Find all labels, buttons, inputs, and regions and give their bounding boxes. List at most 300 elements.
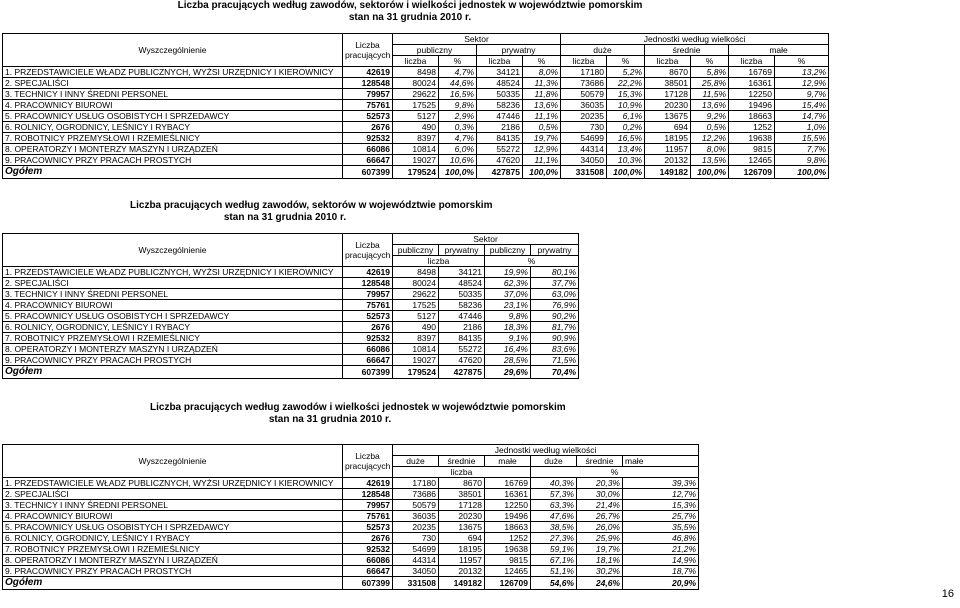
cell-percent: 23,1% xyxy=(485,300,531,311)
cell-liczba-pracujacych: 128548 xyxy=(343,278,393,289)
t3-header-col: duże xyxy=(531,456,577,467)
cell-value: 17180 xyxy=(561,67,607,78)
cell-percent: 22,2% xyxy=(607,78,645,89)
cell-value: 1252 xyxy=(729,122,775,133)
t2-header-sektor: Sektor xyxy=(393,234,579,245)
table-row xyxy=(3,278,579,289)
cell-percent: 19,7% xyxy=(523,133,561,144)
t1-header-liczba-pracujacych xyxy=(343,34,393,67)
cell-percent: 20,9% xyxy=(623,577,699,590)
cell-value: 48524 xyxy=(439,278,485,289)
cell-value: 16769 xyxy=(729,67,775,78)
t1-header-publiczny: publiczny xyxy=(393,45,477,56)
cell-percent: 0,3% xyxy=(439,122,477,133)
cell-percent: 9,7% xyxy=(775,89,829,100)
cell-percent: 100,0% xyxy=(523,166,561,179)
row-label: 3. TECHNICY I INNY ŚREDNI PERSONEL xyxy=(3,500,343,511)
table3-title-line1: Liczba pracujących według zawodów i wielkości jednostek w województwie pomorskim xyxy=(150,402,566,413)
cell-percent: 70,4% xyxy=(531,366,579,379)
cell-percent: 19,9% xyxy=(485,267,531,278)
table-row xyxy=(3,133,829,144)
cell-value: 2186 xyxy=(477,122,523,133)
cell-liczba-pracujacych: 2676 xyxy=(343,533,393,544)
cell-value: 10814 xyxy=(393,344,439,355)
cell-percent: 57,3% xyxy=(531,489,577,500)
cell-percent: 47,6% xyxy=(531,511,577,522)
cell-percent: 30,0% xyxy=(577,489,623,500)
row-label: 1. PRZEDSTAWICIELE WŁADZ PUBLICZNYCH, WYŻSI URZĘDNICY I KIEROWNICY xyxy=(3,67,343,78)
cell-percent: 9,8% xyxy=(439,100,477,111)
cell-value: 17525 xyxy=(393,100,439,111)
row-label: 5. PRACOWNICY USŁUG OSOBISTYCH I SPRZEDAWCY xyxy=(3,522,343,533)
row-label: 4. PRACOWNICY BIUROWI xyxy=(3,300,343,311)
row-label: 3. TECHNICY I INNY ŚREDNI PERSONEL xyxy=(3,289,343,300)
t3-header-col: małe xyxy=(623,456,699,467)
t2-header-col: publiczny xyxy=(393,245,439,256)
cell-value: 34050 xyxy=(393,566,439,577)
row-label: 7. ROBOTNICY PRZEMYSŁOWI I RZEMIEŚLNICY xyxy=(3,133,343,144)
table2-title-line1: Liczba pracujących według zawodów, sektorów w województwie pomorskim xyxy=(130,200,493,211)
cell-liczba-pracujacych: 128548 xyxy=(343,78,393,89)
row-label: 7. ROBOTNICY PRZEMYSŁOWI I RZEMIEŚLNICY xyxy=(3,544,343,555)
table1-title-line1: Liczba pracujących według zawodów, sektorów i wielkości jednostek w województwie pomorskim xyxy=(177,0,643,11)
table1 xyxy=(2,33,829,179)
cell-percent: 40,3% xyxy=(531,478,577,489)
cell-percent: 39,3% xyxy=(623,478,699,489)
t1-sub-liczba: liczba xyxy=(561,56,607,67)
table-row xyxy=(3,478,699,489)
cell-value: 126709 xyxy=(729,166,775,179)
cell-percent: 44,6% xyxy=(439,78,477,89)
cell-percent: 9,2% xyxy=(691,111,729,122)
t1-header-wyszczegolnienie: Wyszczególnienie xyxy=(3,34,343,67)
cell-percent: 63,0% xyxy=(531,289,579,300)
cell-value: 20230 xyxy=(439,511,485,522)
cell-value: 84135 xyxy=(477,133,523,144)
cell-value: 55272 xyxy=(439,344,485,355)
cell-percent: 6,1% xyxy=(607,111,645,122)
table-row xyxy=(3,78,829,89)
cell-value: 427875 xyxy=(439,366,485,379)
cell-value: 8498 xyxy=(393,67,439,78)
cell-percent: 1,0% xyxy=(775,122,829,133)
cell-value: 19496 xyxy=(485,511,531,522)
cell-percent: 19,7% xyxy=(577,544,623,555)
t1-header-jednostki: Jednostki według wielkości xyxy=(561,34,829,45)
t3-header-col: średnie xyxy=(439,456,485,467)
cell-percent: 16,5% xyxy=(607,133,645,144)
cell-value: 54699 xyxy=(393,544,439,555)
row-label: 6. ROLNICY, OGRODNICY, LEŚNICY I RYBACY xyxy=(3,533,343,544)
cell-percent: 90,9% xyxy=(531,333,579,344)
cell-liczba-pracujacych: 42619 xyxy=(343,267,393,278)
cell-value: 50579 xyxy=(393,500,439,511)
cell-value: 19027 xyxy=(393,155,439,166)
cell-liczba-pracujacych: 66647 xyxy=(343,155,393,166)
cell-value: 730 xyxy=(393,533,439,544)
t2-body xyxy=(3,267,579,379)
cell-percent: 21,4% xyxy=(577,500,623,511)
table3 xyxy=(2,444,699,590)
cell-liczba-pracujacych: 79957 xyxy=(343,500,393,511)
cell-value: 331508 xyxy=(393,577,439,590)
cell-value: 13675 xyxy=(439,522,485,533)
cell-percent: 59,1% xyxy=(531,544,577,555)
cell-percent: 62,3% xyxy=(485,278,531,289)
cell-percent: 26,0% xyxy=(577,522,623,533)
cell-percent: 7,7% xyxy=(775,144,829,155)
cell-value: 36035 xyxy=(561,100,607,111)
cell-percent: 12,9% xyxy=(523,144,561,155)
row-label: 5. PRACOWNICY USŁUG OSOBISTYCH I SPRZEDAWCY xyxy=(3,111,343,122)
table-row xyxy=(3,511,699,522)
cell-percent: 10,3% xyxy=(607,155,645,166)
cell-value: 44314 xyxy=(561,144,607,155)
cell-percent: 18,3% xyxy=(485,322,531,333)
table-row xyxy=(3,267,579,278)
table1-title xyxy=(160,0,660,24)
cell-percent: 83,6% xyxy=(531,344,579,355)
cell-percent: 5,8% xyxy=(691,67,729,78)
cell-value: 331508 xyxy=(561,166,607,179)
cell-percent: 25,7% xyxy=(623,511,699,522)
cell-percent: 8,0% xyxy=(523,67,561,78)
t1-header-liczba: Liczba xyxy=(355,40,380,50)
t1-sub-pct: % xyxy=(523,56,561,67)
cell-percent: 15,3% xyxy=(607,89,645,100)
total-row xyxy=(3,577,699,590)
cell-value: 20132 xyxy=(439,566,485,577)
cell-liczba-pracujacych: 42619 xyxy=(343,67,393,78)
cell-value: 12465 xyxy=(485,566,531,577)
cell-value: 17180 xyxy=(393,478,439,489)
cell-percent: 46,8% xyxy=(623,533,699,544)
cell-percent: 8,0% xyxy=(691,144,729,155)
cell-percent: 37,7% xyxy=(531,278,579,289)
cell-value: 34121 xyxy=(439,267,485,278)
cell-percent: 71,5% xyxy=(531,355,579,366)
t2-sub-liczba: liczba xyxy=(393,256,485,267)
cell-liczba-pracujacych: 75761 xyxy=(343,100,393,111)
t2-header-col: prywatny xyxy=(531,245,579,256)
t2-header-col: publiczny xyxy=(485,245,531,256)
total-label: Ogółem xyxy=(3,577,343,590)
cell-value: 5127 xyxy=(393,111,439,122)
cell-value: 12250 xyxy=(729,89,775,100)
table-row xyxy=(3,155,829,166)
cell-percent: 0,2% xyxy=(607,122,645,133)
cell-percent: 11,5% xyxy=(691,89,729,100)
cell-percent: 16,5% xyxy=(439,89,477,100)
cell-value: 179524 xyxy=(393,366,439,379)
cell-value: 58236 xyxy=(439,300,485,311)
t1-sub-liczba: liczba xyxy=(729,56,775,67)
t1-sub-pct: % xyxy=(775,56,829,67)
t1-body xyxy=(3,67,829,179)
cell-liczba-pracujacych: 79957 xyxy=(343,89,393,100)
cell-liczba-pracujacych: 75761 xyxy=(343,511,393,522)
cell-value: 18195 xyxy=(645,133,691,144)
cell-value: 48524 xyxy=(477,78,523,89)
cell-value: 50579 xyxy=(561,89,607,100)
cell-liczba-pracujacych: 79957 xyxy=(343,289,393,300)
cell-value: 29622 xyxy=(393,289,439,300)
cell-liczba-pracujacych: 92532 xyxy=(343,133,393,144)
cell-percent: 37,0% xyxy=(485,289,531,300)
cell-percent: 25,9% xyxy=(577,533,623,544)
cell-percent: 16,4% xyxy=(485,344,531,355)
row-label: 7. ROBOTNICY PRZEMYSŁOWI I RZEMIEŚLNICY xyxy=(3,333,343,344)
table-row xyxy=(3,544,699,555)
cell-liczba-pracujacych: 2676 xyxy=(343,322,393,333)
table-row xyxy=(3,489,699,500)
t3-sub-liczba: liczba xyxy=(393,467,531,478)
row-label: 9. PRACOWNICY PRZY PRACACH PROSTYCH xyxy=(3,566,343,577)
cell-liczba-pracujacych: 607399 xyxy=(343,366,393,379)
cell-value: 34121 xyxy=(477,67,523,78)
cell-percent: 14,7% xyxy=(775,111,829,122)
t3-header-col: średnie xyxy=(577,456,623,467)
cell-liczba-pracujacych: 92532 xyxy=(343,333,393,344)
t1-sub-liczba: liczba xyxy=(477,56,523,67)
cell-value: 47446 xyxy=(477,111,523,122)
t2-header-wyszczegolnienie: Wyszczególnienie xyxy=(3,234,343,267)
cell-liczba-pracujacych: 75761 xyxy=(343,300,393,311)
t1-sub-pct: % xyxy=(691,56,729,67)
cell-liczba-pracujacych: 66086 xyxy=(343,344,393,355)
cell-value: 38501 xyxy=(645,78,691,89)
table-row xyxy=(3,311,579,322)
cell-value: 11957 xyxy=(645,144,691,155)
table-row xyxy=(3,333,579,344)
cell-percent: 28,5% xyxy=(485,355,531,366)
cell-percent: 13,6% xyxy=(523,100,561,111)
cell-liczba-pracujacych: 66086 xyxy=(343,144,393,155)
table-row xyxy=(3,355,579,366)
cell-value: 55272 xyxy=(477,144,523,155)
cell-percent: 15,4% xyxy=(775,100,829,111)
cell-percent: 15,3% xyxy=(623,500,699,511)
cell-percent: 63,3% xyxy=(531,500,577,511)
t3-body xyxy=(3,478,699,590)
cell-value: 50335 xyxy=(439,289,485,300)
cell-value: 1252 xyxy=(485,533,531,544)
cell-percent: 2,9% xyxy=(439,111,477,122)
cell-percent: 54,6% xyxy=(531,577,577,590)
table-row xyxy=(3,344,579,355)
cell-value: 149182 xyxy=(645,166,691,179)
cell-percent: 5,2% xyxy=(607,67,645,78)
cell-percent: 4,7% xyxy=(439,67,477,78)
total-label: Ogółem xyxy=(3,366,343,379)
cell-value: 47446 xyxy=(439,311,485,322)
cell-value: 8397 xyxy=(393,333,439,344)
cell-value: 47620 xyxy=(477,155,523,166)
cell-value: 20230 xyxy=(645,100,691,111)
cell-value: 19496 xyxy=(729,100,775,111)
cell-value: 50335 xyxy=(477,89,523,100)
cell-liczba-pracujacych: 607399 xyxy=(343,166,393,179)
row-label: 9. PRACOWNICY PRZY PRACACH PROSTYCH xyxy=(3,155,343,166)
cell-value: 58236 xyxy=(477,100,523,111)
row-label: 2. SPECJALIŚCI xyxy=(3,78,343,89)
cell-liczba-pracujacych: 2676 xyxy=(343,122,393,133)
cell-liczba-pracujacych: 66647 xyxy=(343,355,393,366)
cell-liczba-pracujacych: 92532 xyxy=(343,544,393,555)
cell-percent: 18,7% xyxy=(623,566,699,577)
table-row xyxy=(3,555,699,566)
cell-percent: 9,8% xyxy=(485,311,531,322)
cell-percent: 29,6% xyxy=(485,366,531,379)
cell-liczba-pracujacych: 607399 xyxy=(343,577,393,590)
cell-percent: 100,0% xyxy=(691,166,729,179)
cell-percent: 13,2% xyxy=(775,67,829,78)
cell-value: 16361 xyxy=(485,489,531,500)
cell-value: 80024 xyxy=(393,78,439,89)
table-row xyxy=(3,67,829,78)
t3-header-col: duże xyxy=(393,456,439,467)
cell-value: 19027 xyxy=(393,355,439,366)
cell-value: 12250 xyxy=(485,500,531,511)
table1-title-line2: stan na 31 grudnia 2010 r. xyxy=(348,12,472,23)
t1-header-sektor: Sektor xyxy=(393,34,561,45)
cell-percent: 11,1% xyxy=(523,111,561,122)
cell-percent: 27,3% xyxy=(531,533,577,544)
cell-value: 18663 xyxy=(485,522,531,533)
row-label: 6. ROLNICY, OGRODNICY, LEŚNICY I RYBACY xyxy=(3,122,343,133)
row-label: 1. PRZEDSTAWICIELE WŁADZ PUBLICZNYCH, WYŻSI URZĘDNICY I KIEROWNICY xyxy=(3,267,343,278)
cell-value: 17128 xyxy=(645,89,691,100)
cell-percent: 10,9% xyxy=(607,100,645,111)
cell-value: 8670 xyxy=(439,478,485,489)
table2-title-line2: stan na 31 grudnia 2010 r. xyxy=(223,212,347,223)
table-row xyxy=(3,100,829,111)
table-row xyxy=(3,322,579,333)
row-label: 4. PRACOWNICY BIUROWI xyxy=(3,100,343,111)
t3-header-liczba: Liczba xyxy=(355,451,380,461)
cell-value: 16361 xyxy=(729,78,775,89)
cell-value: 490 xyxy=(393,122,439,133)
t1-header-duze: duże xyxy=(561,45,645,56)
total-row xyxy=(3,366,579,379)
t1-sub-liczba: liczba xyxy=(393,56,439,67)
table-row xyxy=(3,300,579,311)
cell-value: 19638 xyxy=(485,544,531,555)
table-row xyxy=(3,566,699,577)
cell-value: 10814 xyxy=(393,144,439,155)
cell-value: 54699 xyxy=(561,133,607,144)
row-label: 5. PRACOWNICY USŁUG OSOBISTYCH I SPRZEDAWCY xyxy=(3,311,343,322)
cell-value: 179524 xyxy=(393,166,439,179)
cell-liczba-pracujacych: 66647 xyxy=(343,566,393,577)
table-row xyxy=(3,111,829,122)
cell-liczba-pracujacych: 128548 xyxy=(343,489,393,500)
page-number: 16 xyxy=(941,588,954,600)
cell-value: 84135 xyxy=(439,333,485,344)
cell-value: 8670 xyxy=(645,67,691,78)
cell-percent: 26,7% xyxy=(577,511,623,522)
table-row xyxy=(3,500,699,511)
cell-percent: 11,1% xyxy=(523,155,561,166)
cell-liczba-pracujacych: 66086 xyxy=(343,555,393,566)
cell-percent: 21,2% xyxy=(623,544,699,555)
cell-percent: 35,5% xyxy=(623,522,699,533)
cell-value: 5127 xyxy=(393,311,439,322)
cell-liczba-pracujacych: 52573 xyxy=(343,111,393,122)
t3-header-pracujacych: pracujących xyxy=(345,461,391,471)
table-row xyxy=(3,289,579,300)
cell-percent: 9,8% xyxy=(775,155,829,166)
cell-value: 20235 xyxy=(393,522,439,533)
cell-value: 16769 xyxy=(485,478,531,489)
cell-value: 20235 xyxy=(561,111,607,122)
row-label: 9. PRACOWNICY PRZY PRACACH PROSTYCH xyxy=(3,355,343,366)
cell-value: 47620 xyxy=(439,355,485,366)
t3-header-jednostki: Jednostki według wielkości xyxy=(393,445,699,456)
t3-sub-pct: % xyxy=(531,467,699,478)
t2-header-liczba: Liczba xyxy=(355,240,380,250)
cell-value: 17128 xyxy=(439,500,485,511)
t3-header-col: małe xyxy=(485,456,531,467)
cell-percent: 81,7% xyxy=(531,322,579,333)
cell-percent: 20,3% xyxy=(577,478,623,489)
cell-percent: 13,6% xyxy=(691,100,729,111)
cell-value: 38501 xyxy=(439,489,485,500)
row-label: 1. PRZEDSTAWICIELE WŁADZ PUBLICZNYCH, WYŻSI URZĘDNICY I KIEROWNICY xyxy=(3,478,343,489)
total-row xyxy=(3,166,829,179)
cell-percent: 11,3% xyxy=(523,78,561,89)
t2-sub-pct: % xyxy=(485,256,579,267)
cell-percent: 15,5% xyxy=(775,133,829,144)
cell-value: 8397 xyxy=(393,133,439,144)
cell-percent: 11,8% xyxy=(523,89,561,100)
cell-value: 13675 xyxy=(645,111,691,122)
cell-percent: 38,5% xyxy=(531,522,577,533)
table-row xyxy=(3,522,699,533)
cell-value: 17525 xyxy=(393,300,439,311)
table3-title xyxy=(150,402,566,426)
table-row xyxy=(3,533,699,544)
row-label: 8. OPERATORZY I MONTERZY MASZYN I URZĄDZEŃ xyxy=(3,344,343,355)
t2-header-col: prywatny xyxy=(439,245,485,256)
cell-value: 73686 xyxy=(393,489,439,500)
cell-percent: 100,0% xyxy=(775,166,829,179)
cell-percent: 90,2% xyxy=(531,311,579,322)
t1-header-male: małe xyxy=(729,45,829,56)
cell-liczba-pracujacych: 52573 xyxy=(343,311,393,322)
t1-header-srednie: średnie xyxy=(645,45,729,56)
t1-sub-liczba: liczba xyxy=(645,56,691,67)
cell-value: 44314 xyxy=(393,555,439,566)
cell-value: 11957 xyxy=(439,555,485,566)
cell-value: 34050 xyxy=(561,155,607,166)
cell-value: 126709 xyxy=(485,577,531,590)
table2-title xyxy=(130,200,493,224)
t3-header-wyszczegolnienie: Wyszczególnienie xyxy=(3,445,343,478)
total-label: Ogółem xyxy=(3,166,343,179)
cell-value: 9815 xyxy=(485,555,531,566)
cell-liczba-pracujacych: 52573 xyxy=(343,522,393,533)
table-row xyxy=(3,144,829,155)
row-label: 3. TECHNICY I INNY ŚREDNI PERSONEL xyxy=(3,89,343,100)
t3-header-liczba-pracujacych xyxy=(343,445,393,478)
row-label: 2. SPECJALIŚCI xyxy=(3,489,343,500)
cell-percent: 14,9% xyxy=(623,555,699,566)
cell-value: 12465 xyxy=(729,155,775,166)
cell-value: 490 xyxy=(393,322,439,333)
cell-percent: 6,0% xyxy=(439,144,477,155)
t1-sub-pct: % xyxy=(607,56,645,67)
